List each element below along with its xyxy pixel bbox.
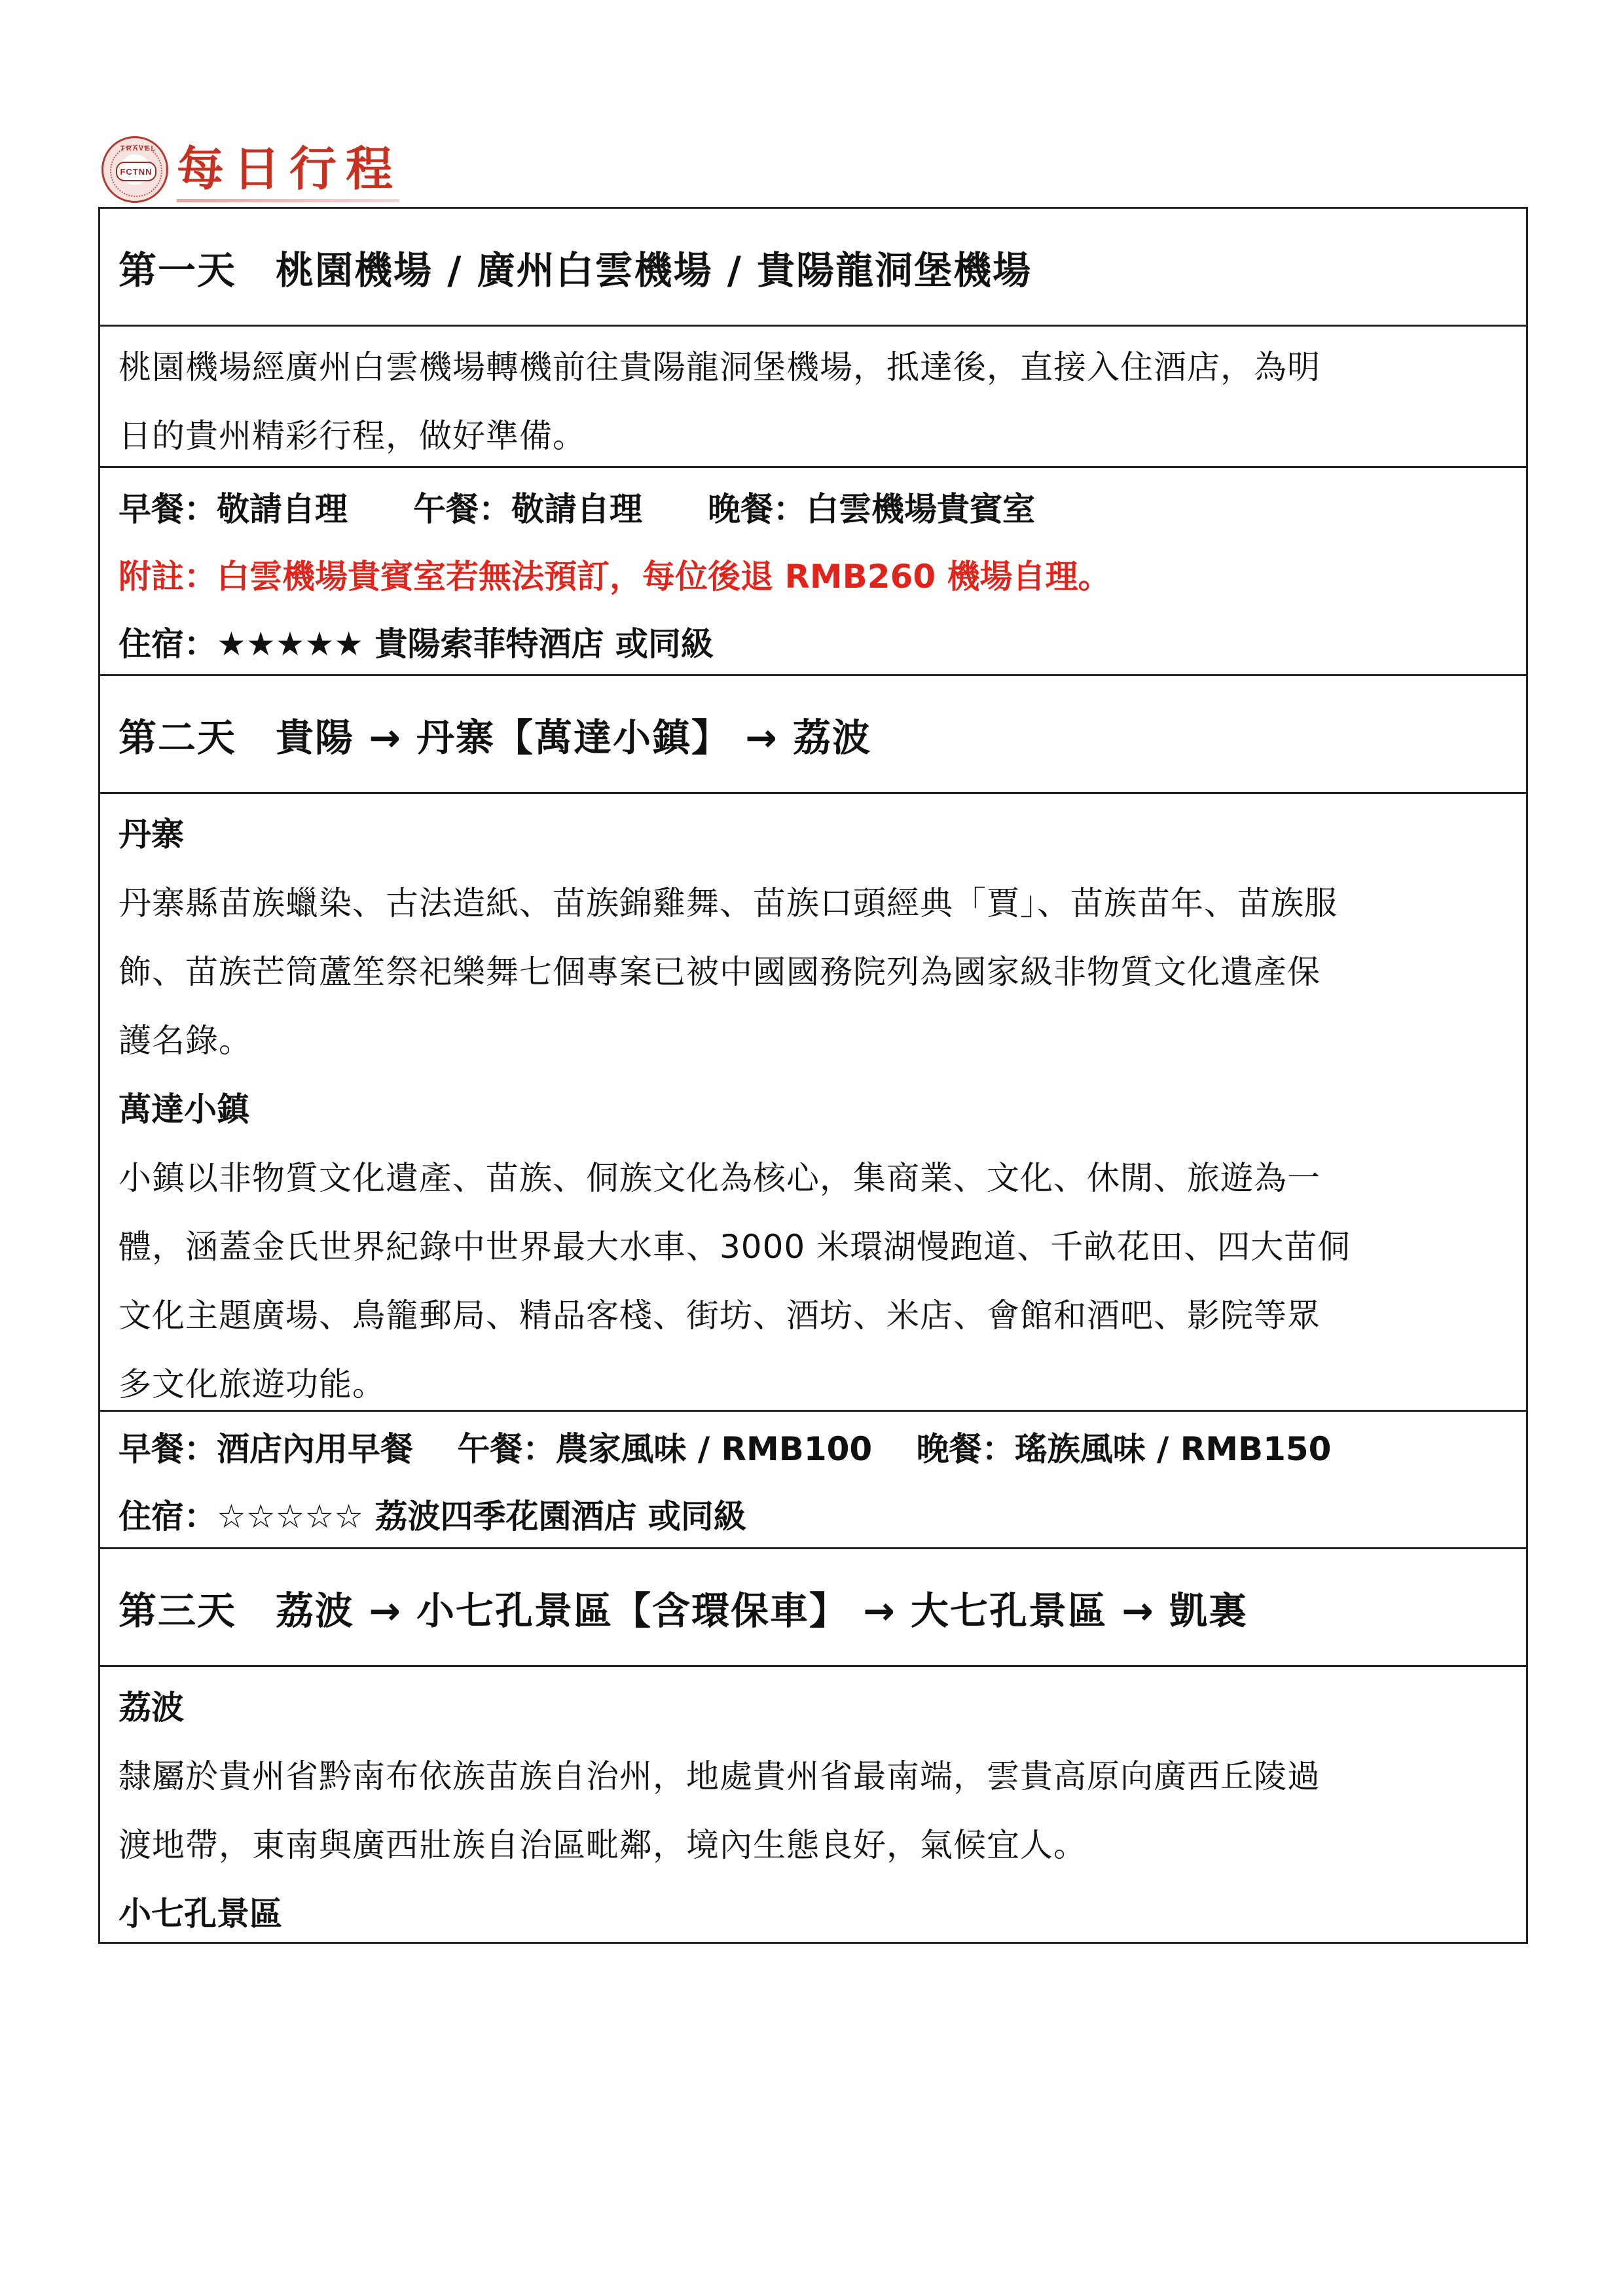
section-line: 渡地帶，東南與廣西壯族自治區毗鄰，境內生態良好，氣候宜人。: [119, 1826, 1087, 1864]
section-heading: 荔波: [119, 1689, 184, 1727]
day3-header-row: [100, 1549, 1526, 1667]
day2-meals: 早餐：酒店內用早餐 午餐：農家風味 / RMB100 晚餐：瑤族風味 / RMB150: [119, 1430, 1332, 1468]
day3-title: 第三天 荔波 → 小七孔景區【含環保車】 → 大七孔景區 → 凱裏: [119, 1588, 1248, 1633]
section-line: 護名錄。: [119, 1022, 252, 1060]
day2-lodging: 住宿：☆☆☆☆☆ 荔波四季花園酒店 或同級: [119, 1498, 746, 1535]
day1-lodging: 住宿：★★★★★ 貴陽索菲特酒店 或同級: [119, 625, 714, 663]
day1-note: 附註：白雲機場貴賓室若無法預訂，每位後退 RMB260 機場自理。: [119, 558, 1111, 596]
day1-title: 第一天 桃園機場 / 廣州白雲機場 / 貴陽龍洞堡機場: [119, 247, 1032, 293]
section-heading: 小七孔景區: [119, 1895, 282, 1933]
section-line: 丹寨縣苗族蠟染、古法造紙、苗族錦雞舞、苗族口頭經典「賈」、苗族苗年、苗族服: [119, 884, 1338, 922]
day1-desc-line: 桃園機場經廣州白雲機場轉機前往貴陽龍洞堡機場，抵達後，直接入住酒店，為明: [119, 348, 1321, 386]
day1-header-row: [100, 209, 1526, 327]
agency-logo-seal: [101, 136, 168, 203]
section-line: 多文化旅遊功能。: [119, 1365, 386, 1403]
title-underline: [177, 199, 399, 202]
day3-description-row: [100, 1667, 1526, 1942]
page-title: 每日行程: [177, 141, 403, 196]
day1-meals: 早餐：敬請自理 午餐：敬請自理 晚餐：白雲機場貴賓室: [119, 490, 1035, 528]
day2-description-row: [100, 794, 1526, 1412]
day2-title: 第二天 貴陽 → 丹寨【萬達小鎮】 → 荔波: [119, 715, 871, 760]
section-line: 文化主題廣場、鳥籠郵局、精品客棧、街坊、酒坊、米店、會館和酒吧、影院等眾: [119, 1297, 1321, 1335]
page-header: [101, 135, 403, 207]
logo-ring-text: TRAVEL: [120, 145, 157, 152]
day1-desc-line: 日的貴州精彩行程，做好準備。: [119, 417, 586, 455]
itinerary-table: [98, 207, 1528, 1944]
day2-info-row: [100, 1412, 1526, 1549]
day2-header-row: [100, 676, 1526, 794]
day1-description-row: [100, 327, 1526, 468]
section-heading: 萬達小鎮: [119, 1090, 249, 1128]
logo-text: FCTNN: [116, 162, 156, 181]
section-line: 飾、苗族芒筒蘆笙祭祀樂舞七個專案已被中國國務院列為國家級非物質文化遺產保: [119, 953, 1321, 991]
section-line: 體，涵蓋金氏世界紀錄中世界最大水車、3000 米環湖慢跑道、千畝花田、四大苗侗: [119, 1228, 1351, 1266]
section-line: 小鎮以非物質文化遺產、苗族、侗族文化為核心，集商業、文化、休閒、旅遊為一: [119, 1159, 1321, 1197]
section-heading: 丹寨: [119, 816, 184, 853]
day1-info-row: [100, 468, 1526, 676]
section-line: 隸屬於貴州省黔南布依族苗族自治州，地處貴州省最南端，雲貴高原向廣西丘陵過: [119, 1757, 1321, 1795]
